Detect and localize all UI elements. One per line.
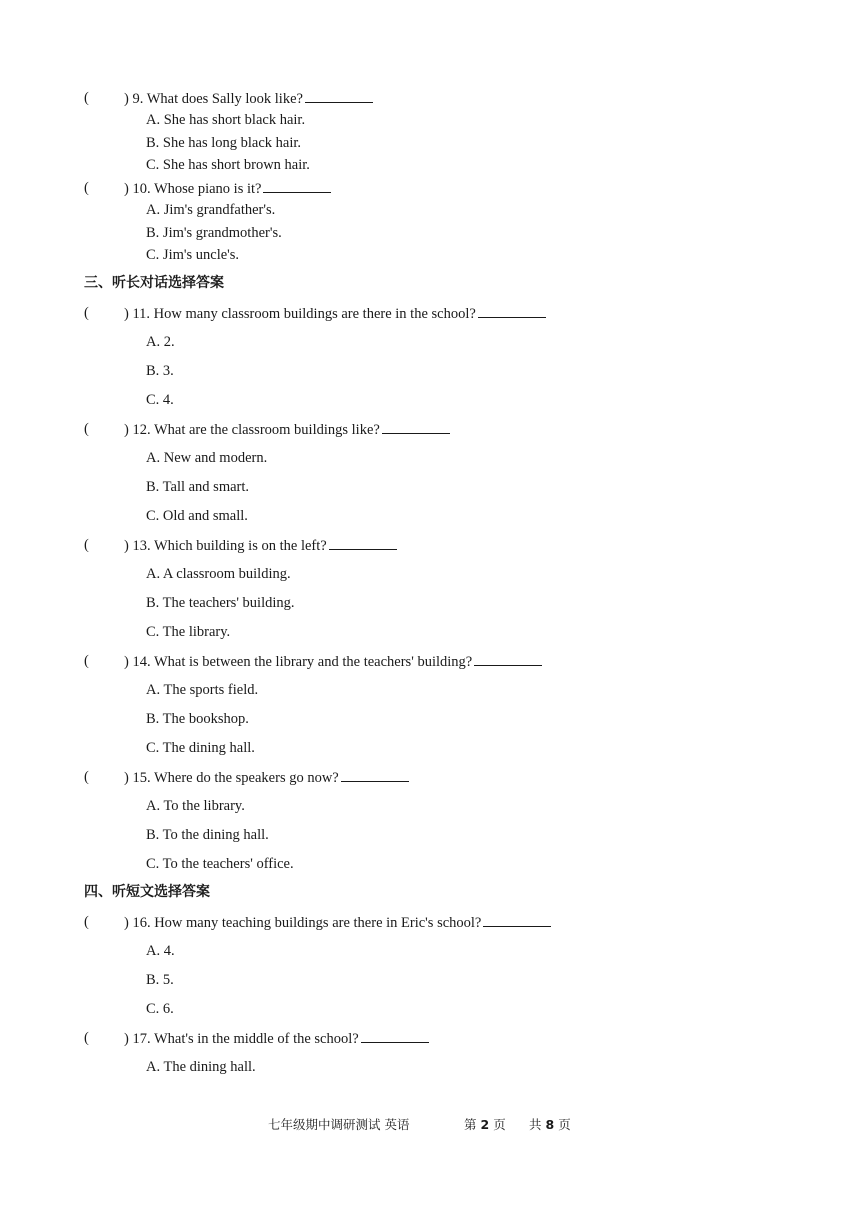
answer-paren-open: ( <box>84 421 89 437</box>
answer-paren-open: ( <box>84 305 89 321</box>
option-15c: C. To the teachers' office. <box>146 856 294 872</box>
option-13c: C. The library. <box>146 624 231 640</box>
option-16b: B. 5. <box>146 972 174 988</box>
option-11b: B. 3. <box>146 363 174 379</box>
answer-paren-open: ( <box>84 769 89 785</box>
answer-paren-open: ( <box>84 537 89 553</box>
question-text: ) 10. Whose piano is it? <box>124 181 262 197</box>
question-text: ) 15. Where do the speakers go now? <box>124 770 339 786</box>
answer-blank <box>263 179 331 193</box>
footer-total-prefix: 共 <box>529 1117 542 1132</box>
footer-total-pages <box>529 1117 571 1133</box>
option-10c: C. Jim's uncle's. <box>146 247 240 263</box>
answer-blank <box>382 420 450 434</box>
question-text: ) 17. What's in the middle of the school? <box>124 1031 359 1047</box>
option-11c: C. 4. <box>146 392 174 408</box>
answer-blank <box>361 1029 429 1043</box>
answer-paren-open: ( <box>84 914 89 930</box>
footer-total-num: 8 <box>545 1117 555 1132</box>
question-text: ) 11. How many classroom buildings are there in the school? <box>124 306 476 322</box>
option-14a: A. The sports field. <box>146 682 259 698</box>
option-10b: B. Jim's grandmother's. <box>146 225 282 241</box>
answer-blank <box>305 89 373 103</box>
option-13b: B. The teachers' building. <box>146 595 295 611</box>
option-17a: A. The dining hall. <box>146 1059 256 1075</box>
option-16c: C. 6. <box>146 1001 174 1017</box>
option-16a: A. 4. <box>146 943 175 959</box>
option-12a: A. New and modern. <box>146 450 268 466</box>
answer-paren-open: ( <box>84 180 89 196</box>
section-heading-three: 三、听长对话选择答案 <box>84 275 224 291</box>
option-15a: A. To the library. <box>146 798 245 814</box>
option-14b: B. The bookshop. <box>146 711 249 727</box>
option-9a: A. She has short black hair. <box>146 112 306 128</box>
answer-blank <box>478 304 546 318</box>
option-13a: A. A classroom building. <box>146 566 291 582</box>
option-12c: C. Old and small. <box>146 508 248 524</box>
question-text: ) 16. How many teaching buildings are there in Eric's school? <box>124 915 482 931</box>
answer-blank <box>341 768 409 782</box>
question-text: ) 12. What are the classroom buildings like? <box>124 422 380 438</box>
answer-paren-open: ( <box>84 653 89 669</box>
footer-title: 七年级期中调研测试 英语 <box>268 1117 410 1132</box>
question-text: ) 14. What is between the library and the teachers' building? <box>124 654 473 670</box>
question-text: ) 13. Which building is on the left? <box>124 538 327 554</box>
answer-blank <box>474 652 542 666</box>
option-9b: B. She has long black hair. <box>146 135 302 151</box>
footer-page-number <box>464 1117 506 1133</box>
option-12b: B. Tall and smart. <box>146 479 250 495</box>
footer-page-num: 2 <box>480 1117 490 1132</box>
section-heading-four: 四、听短文选择答案 <box>84 884 210 900</box>
option-14c: C. The dining hall. <box>146 740 255 756</box>
answer-paren-open: ( <box>84 1030 89 1046</box>
footer-page-prefix: 第 <box>464 1117 477 1132</box>
option-15b: B. To the dining hall. <box>146 827 269 843</box>
option-10a: A. Jim's grandfather's. <box>146 202 276 218</box>
question-text: ) 9. What does Sally look like? <box>124 91 303 107</box>
option-9c: C. She has short brown hair. <box>146 157 310 173</box>
answer-blank <box>329 536 397 550</box>
answer-paren-open: ( <box>84 90 89 106</box>
footer-total-suffix: 页 <box>558 1117 571 1132</box>
option-11a: A. 2. <box>146 334 175 350</box>
answer-blank <box>483 913 551 927</box>
footer-page-suffix: 页 <box>493 1117 506 1132</box>
